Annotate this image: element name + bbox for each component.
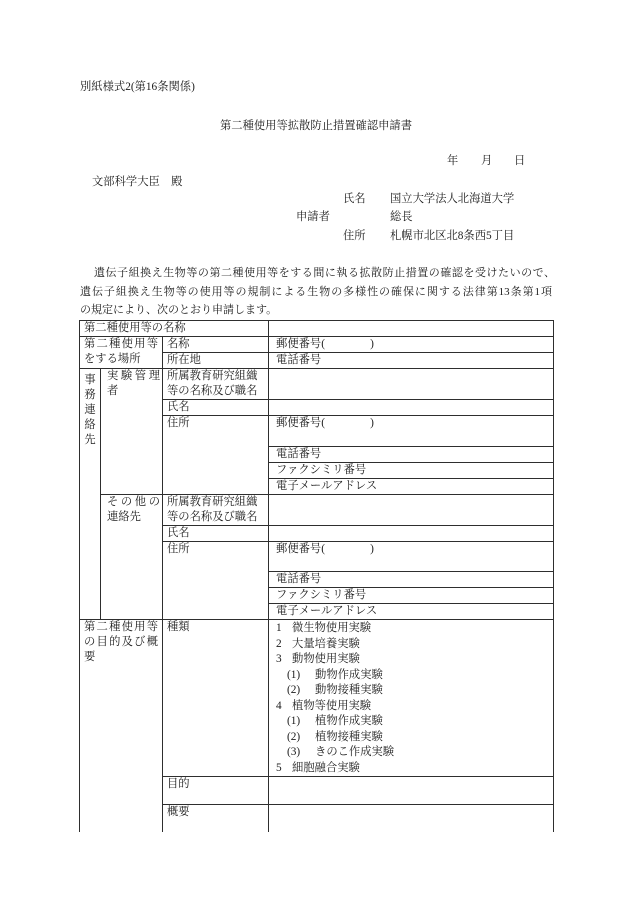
type-subitem-label: 動物作成実験 [315,668,383,681]
type-item-label: 大量培養実験 [292,637,360,650]
manager-postal: 郵便番号( ) [269,416,554,447]
type-subitem-number: (1) [287,668,301,681]
type-item [276,637,549,653]
manager-name-label: 氏名 [163,400,269,416]
other-org-label: 所属教育研究組織等の名称及び職名 [163,495,269,526]
purpose-label: 目的 [163,777,269,805]
type-subitem [276,745,549,761]
type-item-number: 2 [276,637,282,650]
type-item-number: 5 [276,761,282,774]
other-fax: ファクシミリ番号 [269,588,554,604]
other-address-label: 住所 [163,542,269,620]
manager-email: 電子メールアドレス [269,479,554,495]
form-id: 別紙様式2(第16条関係) [80,81,195,93]
intro-line-1: 遺伝子組換え生物等の第二種使用等をする間に執る拡散防止措置の確認を受けたいので、 [94,267,555,279]
purpose-value [269,777,554,805]
page-title: 第二種使用等拡散防止措置確認申請書 [219,120,413,132]
other-email: 電子メールアドレス [269,604,554,620]
summary-label: 概要 [163,805,269,832]
place-postal: 郵便番号( ) [269,337,554,353]
date-month: 月 [481,155,493,167]
use-name-value [269,321,554,337]
type-item-label: 細胞融合実験 [292,761,360,774]
type-subitem [276,668,549,684]
type-item-label: 動物使用実験 [292,653,360,665]
type-subitem-label: 動物接種実験 [315,684,383,696]
manager-phone: 電話番号 [269,447,554,463]
addressee: 文部科学大臣 殿 [92,176,183,188]
other-name-value [269,526,554,542]
purpose-section-label: 第二種使用等の目的及び概要 [80,620,163,832]
type-item-number: 3 [276,653,282,665]
use-name-label: 第二種使用等の名称 [80,321,269,337]
other-postal: 郵便番号( ) [269,542,554,572]
other-contact-label: その他の連絡先 [101,495,163,620]
type-list [276,620,549,776]
contact-label: 事務連絡先 [80,369,101,620]
intro-line-3: の規定により、次のとおり申請します。 [80,304,278,316]
type-item-label: 植物等使用実験 [292,699,372,712]
type-item [276,699,549,715]
type-item [276,621,549,637]
type-subitem [276,714,549,730]
manager-org-label: 所属教育研究組織等の名称及び職名 [163,369,269,400]
type-subitem-label: 植物接種実験 [315,730,383,743]
manager-name-value [269,400,554,416]
type-list-cell [269,620,554,777]
place-name-label: 名称 [163,337,269,353]
type-subitem-label: きのこ作成実験 [315,746,395,758]
place-phone: 電話番号 [269,353,554,369]
type-label: 種類 [163,620,269,777]
manager-fax: ファクシミリ番号 [269,463,554,479]
applicant-label: 申請者 [296,211,330,223]
type-subitem-number: (1) [287,715,301,727]
type-item-number: 4 [276,699,282,712]
summary-value [269,805,554,832]
other-phone: 電話番号 [269,572,554,588]
manager-org-value [269,369,554,400]
type-item-number: 1 [276,622,282,634]
place-location-label: 所在地 [163,353,269,369]
type-subitem-number: (2) [287,684,301,696]
type-item-label: 微生物使用実験 [292,622,372,634]
place-label: 第二種使用等をする場所 [80,337,163,369]
applicant-address-label: 住所 [343,230,366,242]
applicant-address: 札幌市北区北8条西5丁目 [390,230,515,242]
type-subitem [276,683,549,699]
type-subitem [276,730,549,746]
applicant-name-label: 氏名 [343,193,366,205]
manager-label: 実験管理者 [101,369,163,495]
other-org-value [269,495,554,526]
manager-address-label: 住所 [163,416,269,495]
application-table [79,320,554,832]
type-item [276,761,549,777]
intro-line-2: 遺伝子組換え生物等の使用等の規制による生物の多様性の確保に関する法律第13条第1項 [80,286,552,298]
type-item [276,652,549,668]
type-subitem-number: (2) [287,730,301,743]
date-day: 日 [514,155,526,167]
type-subitem-label: 植物作成実験 [315,715,383,727]
other-name-label: 氏名 [163,526,269,542]
type-subitem-number: (3) [287,746,301,758]
date-year: 年 [447,155,459,167]
applicant-position: 総長 [390,211,413,223]
applicant-name: 国立大学法人北海道大学 [390,193,515,205]
